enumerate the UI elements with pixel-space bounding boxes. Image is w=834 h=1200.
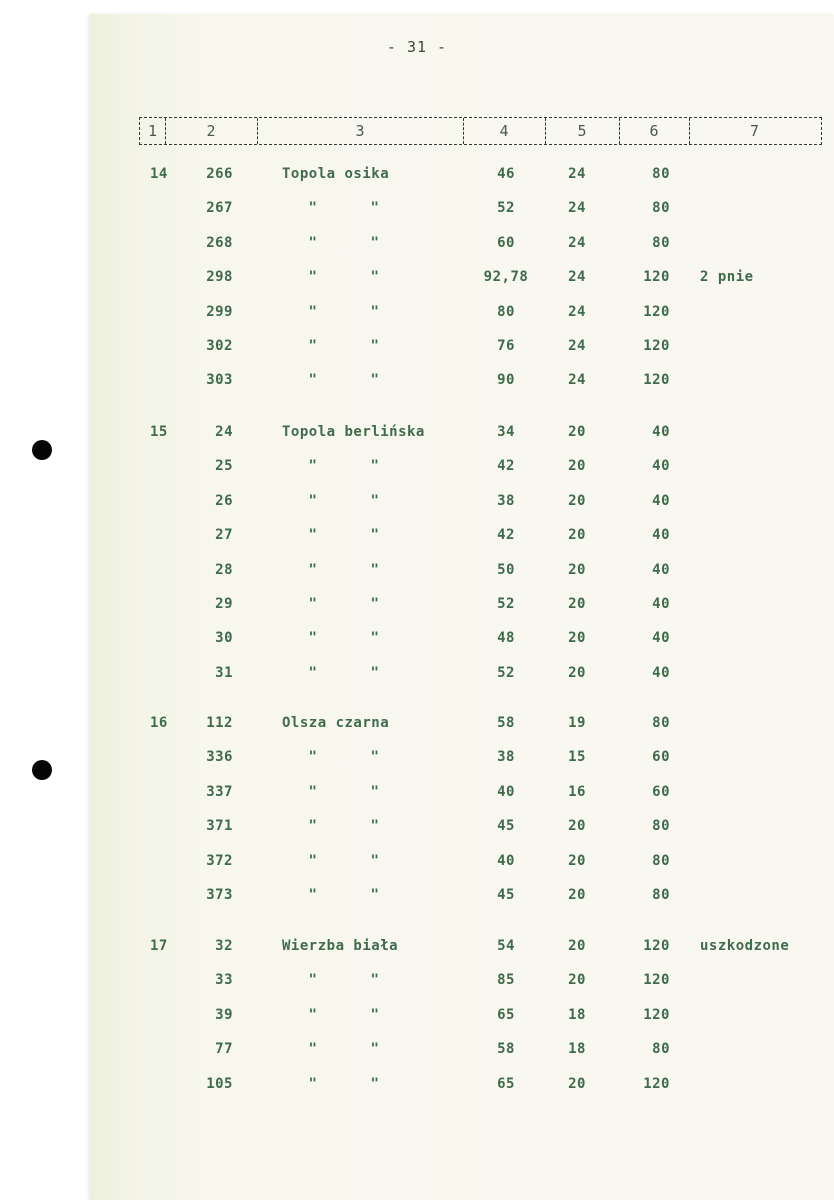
col-4-value: 54 bbox=[497, 938, 515, 954]
col-5-value: 18 bbox=[568, 1041, 586, 1057]
table-row bbox=[0, 527, 834, 551]
ditto-mark: " bbox=[308, 630, 318, 646]
tree-id: 29 bbox=[215, 596, 233, 612]
col-5-value: 24 bbox=[568, 166, 586, 182]
table-row bbox=[0, 166, 834, 190]
col-5-value: 24 bbox=[568, 235, 586, 251]
ditto-mark: " bbox=[308, 665, 318, 681]
ditto-marks bbox=[282, 304, 406, 320]
ditto-mark: " bbox=[308, 1076, 318, 1092]
ditto-mark: " bbox=[370, 338, 380, 354]
col-4-value: 40 bbox=[497, 784, 515, 800]
ditto-mark: " bbox=[370, 1076, 380, 1092]
table-row bbox=[0, 1076, 834, 1100]
col-5-value: 20 bbox=[568, 424, 586, 440]
ditto-mark: " bbox=[308, 596, 318, 612]
ditto-mark: " bbox=[308, 269, 318, 285]
col-5-value: 20 bbox=[568, 818, 586, 834]
ditto-marks bbox=[282, 596, 406, 612]
species-name: Wierzba biała bbox=[282, 938, 399, 954]
ditto-marks bbox=[282, 853, 406, 869]
ditto-marks bbox=[282, 972, 406, 988]
ditto-marks bbox=[282, 372, 406, 388]
tree-id: 303 bbox=[206, 372, 233, 388]
col-5-value: 24 bbox=[568, 269, 586, 285]
col-5-value: 20 bbox=[568, 596, 586, 612]
col-4-value: 42 bbox=[497, 527, 515, 543]
table-row bbox=[0, 972, 834, 996]
col-6-value: 80 bbox=[652, 200, 670, 216]
ditto-marks bbox=[282, 784, 406, 800]
ditto-marks bbox=[282, 562, 406, 578]
table-row bbox=[0, 938, 834, 962]
header-col-6: 6 bbox=[619, 118, 690, 144]
group-number: 16 bbox=[150, 715, 168, 731]
ditto-mark: " bbox=[370, 818, 380, 834]
col-6-value: 80 bbox=[652, 1041, 670, 1057]
col-5-value: 24 bbox=[568, 338, 586, 354]
ditto-mark: " bbox=[370, 1041, 380, 1057]
col-6-value: 120 bbox=[643, 372, 670, 388]
col-5-value: 20 bbox=[568, 1076, 586, 1092]
col-6-value: 120 bbox=[643, 972, 670, 988]
col-5-value: 15 bbox=[568, 749, 586, 765]
col-5-value: 24 bbox=[568, 372, 586, 388]
tree-id: 299 bbox=[206, 304, 233, 320]
group-number: 14 bbox=[150, 166, 168, 182]
tree-id: 372 bbox=[206, 853, 233, 869]
ditto-mark: " bbox=[308, 372, 318, 388]
table-row bbox=[0, 887, 834, 911]
remark: uszkodzone bbox=[700, 938, 790, 954]
tree-id: 267 bbox=[206, 200, 233, 216]
ditto-mark: " bbox=[308, 972, 318, 988]
table-header bbox=[139, 117, 822, 145]
ditto-mark: " bbox=[308, 784, 318, 800]
species-name: Topola berlińska bbox=[282, 424, 425, 440]
col-4-value: 58 bbox=[497, 1041, 515, 1057]
tree-id: 77 bbox=[215, 1041, 233, 1057]
col-4-value: 58 bbox=[497, 715, 515, 731]
ditto-mark: " bbox=[308, 562, 318, 578]
ditto-mark: " bbox=[308, 493, 318, 509]
table-row bbox=[0, 818, 834, 842]
col-6-value: 80 bbox=[652, 887, 670, 903]
col-4-value: 52 bbox=[497, 596, 515, 612]
col-5-value: 24 bbox=[568, 200, 586, 216]
col-5-value: 20 bbox=[568, 630, 586, 646]
col-6-value: 40 bbox=[652, 527, 670, 543]
table-row bbox=[0, 749, 834, 773]
ditto-marks bbox=[282, 200, 406, 216]
ditto-mark: " bbox=[308, 200, 318, 216]
ditto-mark: " bbox=[308, 1041, 318, 1057]
table-row bbox=[0, 596, 834, 620]
ditto-mark: " bbox=[308, 749, 318, 765]
col-6-value: 120 bbox=[643, 304, 670, 320]
table-row bbox=[0, 562, 834, 586]
page-number: - 31 - bbox=[386, 38, 448, 56]
ditto-marks bbox=[282, 1007, 406, 1023]
ditto-marks bbox=[282, 527, 406, 543]
col-5-value: 20 bbox=[568, 972, 586, 988]
ditto-mark: " bbox=[370, 596, 380, 612]
col-5-value: 20 bbox=[568, 665, 586, 681]
remark: 2 pnie bbox=[700, 269, 754, 285]
ditto-mark: " bbox=[370, 630, 380, 646]
ditto-mark: " bbox=[370, 887, 380, 903]
col-6-value: 40 bbox=[652, 596, 670, 612]
ditto-mark: " bbox=[308, 458, 318, 474]
tree-id: 25 bbox=[215, 458, 233, 474]
ditto-mark: " bbox=[370, 562, 380, 578]
header-col-3: 3 bbox=[257, 118, 464, 144]
tree-id: 33 bbox=[215, 972, 233, 988]
group-number: 17 bbox=[150, 938, 168, 954]
table-row bbox=[0, 853, 834, 877]
tree-id: 32 bbox=[215, 938, 233, 954]
ditto-mark: " bbox=[370, 372, 380, 388]
col-6-value: 40 bbox=[652, 424, 670, 440]
ditto-mark: " bbox=[370, 493, 380, 509]
tree-id: 28 bbox=[215, 562, 233, 578]
col-4-value: 52 bbox=[497, 200, 515, 216]
ditto-mark: " bbox=[370, 304, 380, 320]
tree-id: 373 bbox=[206, 887, 233, 903]
header-col-1: 1 bbox=[140, 118, 166, 144]
table-row bbox=[0, 715, 834, 739]
ditto-marks bbox=[282, 1076, 406, 1092]
ditto-marks bbox=[282, 818, 406, 834]
col-5-value: 20 bbox=[568, 493, 586, 509]
table-row bbox=[0, 235, 834, 259]
header-col-7: 7 bbox=[749, 122, 760, 140]
header-col-4: 4 bbox=[463, 118, 546, 144]
col-6-value: 120 bbox=[643, 1076, 670, 1092]
tree-id: 24 bbox=[215, 424, 233, 440]
species-name: Topola osika bbox=[282, 166, 390, 182]
ditto-marks bbox=[282, 1041, 406, 1057]
col-6-value: 80 bbox=[652, 166, 670, 182]
tree-id: 268 bbox=[206, 235, 233, 251]
col-6-value: 40 bbox=[652, 630, 670, 646]
col-4-value: 38 bbox=[497, 493, 515, 509]
table-row bbox=[0, 665, 834, 689]
ditto-mark: " bbox=[370, 1007, 380, 1023]
col-5-value: 18 bbox=[568, 1007, 586, 1023]
ditto-marks bbox=[282, 338, 406, 354]
tree-id: 337 bbox=[206, 784, 233, 800]
ditto-mark: " bbox=[370, 853, 380, 869]
col-5-value: 19 bbox=[568, 715, 586, 731]
col-5-value: 20 bbox=[568, 853, 586, 869]
col-4-value: 65 bbox=[497, 1007, 515, 1023]
ditto-mark: " bbox=[308, 853, 318, 869]
col-4-value: 38 bbox=[497, 749, 515, 765]
table-row bbox=[0, 372, 834, 396]
col-4-value: 90 bbox=[497, 372, 515, 388]
ditto-marks bbox=[282, 630, 406, 646]
col-5-value: 20 bbox=[568, 887, 586, 903]
table-row bbox=[0, 784, 834, 808]
header-col-5: 5 bbox=[545, 118, 620, 144]
col-6-value: 120 bbox=[643, 338, 670, 354]
col-5-value: 16 bbox=[568, 784, 586, 800]
group-number: 15 bbox=[150, 424, 168, 440]
tree-id: 105 bbox=[206, 1076, 233, 1092]
ditto-mark: " bbox=[370, 665, 380, 681]
col-6-value: 120 bbox=[643, 1007, 670, 1023]
col-4-value: 80 bbox=[497, 304, 515, 320]
table-row bbox=[0, 493, 834, 517]
col-4-value: 65 bbox=[497, 1076, 515, 1092]
col-4-value: 45 bbox=[497, 887, 515, 903]
species-name: Olsza czarna bbox=[282, 715, 390, 731]
ditto-marks bbox=[282, 269, 406, 285]
ditto-mark: " bbox=[370, 235, 380, 251]
ditto-mark: " bbox=[370, 269, 380, 285]
tree-id: 371 bbox=[206, 818, 233, 834]
col-4-value: 45 bbox=[497, 818, 515, 834]
ditto-mark: " bbox=[370, 972, 380, 988]
col-5-value: 20 bbox=[568, 562, 586, 578]
col-6-value: 40 bbox=[652, 665, 670, 681]
ditto-marks bbox=[282, 887, 406, 903]
tree-id: 27 bbox=[215, 527, 233, 543]
col-4-value: 52 bbox=[497, 665, 515, 681]
col-4-value: 40 bbox=[497, 853, 515, 869]
tree-id: 39 bbox=[215, 1007, 233, 1023]
col-5-value: 20 bbox=[568, 458, 586, 474]
col-4-value: 42 bbox=[497, 458, 515, 474]
table-row bbox=[0, 269, 834, 293]
ditto-mark: " bbox=[308, 338, 318, 354]
col-5-value: 20 bbox=[568, 938, 586, 954]
ditto-mark: " bbox=[370, 749, 380, 765]
table-row bbox=[0, 458, 834, 482]
col-5-value: 20 bbox=[568, 527, 586, 543]
table-row bbox=[0, 200, 834, 224]
col-6-value: 40 bbox=[652, 493, 670, 509]
ditto-mark: " bbox=[308, 304, 318, 320]
ditto-marks bbox=[282, 458, 406, 474]
col-6-value: 80 bbox=[652, 235, 670, 251]
ditto-mark: " bbox=[308, 887, 318, 903]
ditto-marks bbox=[282, 493, 406, 509]
table-row bbox=[0, 1007, 834, 1031]
col-4-value: 92,78 bbox=[483, 269, 529, 285]
tree-id: 302 bbox=[206, 338, 233, 354]
tree-id: 112 bbox=[206, 715, 233, 731]
ditto-marks bbox=[282, 235, 406, 251]
col-4-value: 50 bbox=[497, 562, 515, 578]
ditto-mark: " bbox=[308, 527, 318, 543]
col-4-value: 46 bbox=[497, 166, 515, 182]
col-4-value: 34 bbox=[497, 424, 515, 440]
tree-id: 298 bbox=[206, 269, 233, 285]
tree-id: 30 bbox=[215, 630, 233, 646]
ditto-marks bbox=[282, 665, 406, 681]
tree-id: 266 bbox=[206, 166, 233, 182]
col-4-value: 60 bbox=[497, 235, 515, 251]
tree-id: 336 bbox=[206, 749, 233, 765]
table-row bbox=[0, 424, 834, 448]
col-6-value: 80 bbox=[652, 818, 670, 834]
col-5-value: 24 bbox=[568, 304, 586, 320]
col-6-value: 80 bbox=[652, 715, 670, 731]
col-6-value: 60 bbox=[652, 784, 670, 800]
ditto-mark: " bbox=[370, 458, 380, 474]
col-6-value: 60 bbox=[652, 749, 670, 765]
table-row bbox=[0, 338, 834, 362]
ditto-mark: " bbox=[308, 818, 318, 834]
table-row bbox=[0, 304, 834, 328]
col-4-value: 76 bbox=[497, 338, 515, 354]
col-4-value: 85 bbox=[497, 972, 515, 988]
table-row bbox=[0, 1041, 834, 1065]
table-row bbox=[0, 630, 834, 654]
col-6-value: 40 bbox=[652, 562, 670, 578]
header-col-2: 2 bbox=[165, 118, 258, 144]
col-6-value: 80 bbox=[652, 853, 670, 869]
col-6-value: 40 bbox=[652, 458, 670, 474]
col-4-value: 48 bbox=[497, 630, 515, 646]
ditto-mark: " bbox=[308, 235, 318, 251]
ditto-marks bbox=[282, 749, 406, 765]
ditto-mark: " bbox=[308, 1007, 318, 1023]
col-6-value: 120 bbox=[643, 938, 670, 954]
ditto-mark: " bbox=[370, 784, 380, 800]
ditto-mark: " bbox=[370, 200, 380, 216]
col-6-value: 120 bbox=[643, 269, 670, 285]
tree-id: 26 bbox=[215, 493, 233, 509]
ditto-mark: " bbox=[370, 527, 380, 543]
tree-id: 31 bbox=[215, 665, 233, 681]
